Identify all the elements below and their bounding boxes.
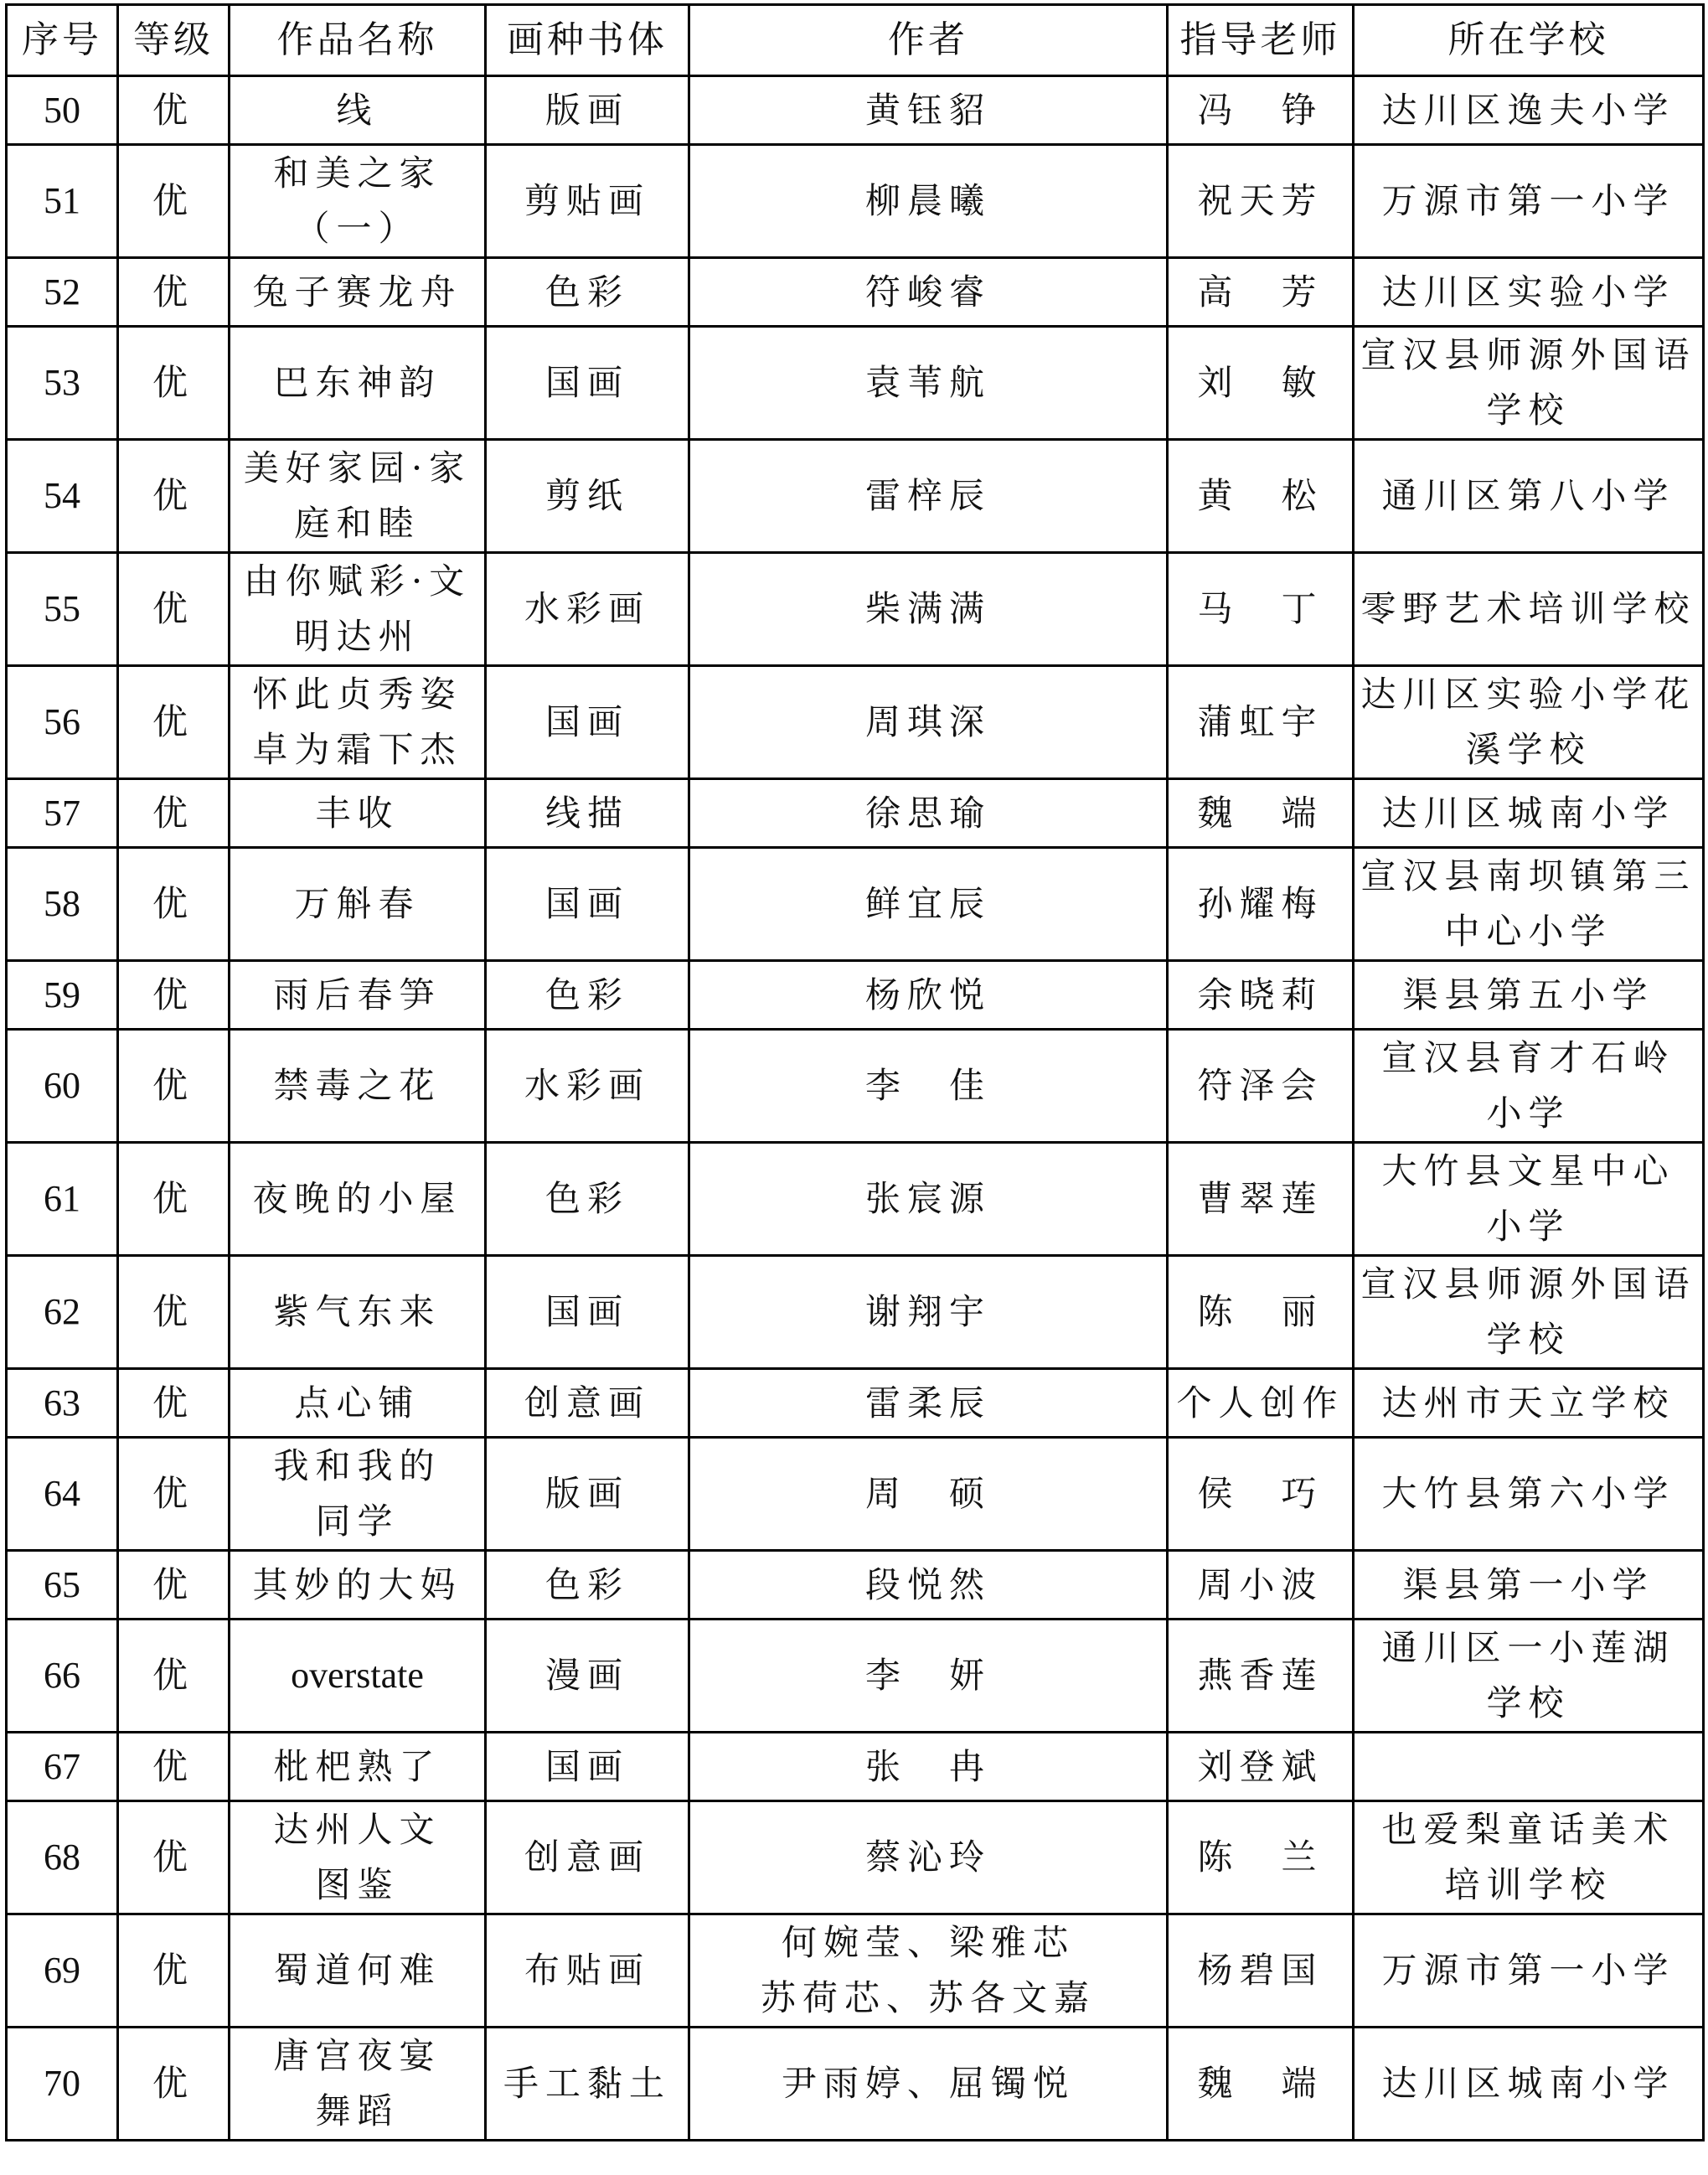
cell-school-line: 大竹县文星中心 xyxy=(1381,1150,1675,1191)
cell-school-line: 小学 xyxy=(1486,1206,1571,1247)
cell-title xyxy=(230,1914,486,2028)
cell-school xyxy=(1354,961,1704,1030)
cell-school xyxy=(1354,258,1704,327)
cell-medium: 剪贴画 xyxy=(486,145,689,258)
cell-number: 61 xyxy=(7,1143,118,1256)
cell-title xyxy=(230,1256,486,1369)
cell-author xyxy=(689,258,1168,327)
table-row xyxy=(7,1551,1704,1620)
cell-school xyxy=(1354,1914,1704,2028)
cell-school xyxy=(1354,848,1704,961)
cell-school-line: 学校 xyxy=(1486,1319,1571,1360)
cell-number: 63 xyxy=(7,1369,118,1438)
cell-teacher: 冯 铮 xyxy=(1168,76,1354,145)
cell-title xyxy=(230,779,486,848)
cell-grade: 优 xyxy=(118,145,230,258)
cell-title xyxy=(230,848,486,961)
cell-author xyxy=(689,1030,1168,1143)
cell-author-line: 柴满满 xyxy=(864,588,991,629)
cell-teacher: 祝天芳 xyxy=(1168,145,1354,258)
cell-school xyxy=(1354,1551,1704,1620)
cell-school-line: 大竹县第六小学 xyxy=(1381,1473,1675,1514)
cell-school-line: 宣汉县师源外国语 xyxy=(1360,1263,1696,1304)
cell-title xyxy=(230,145,486,258)
cell-school xyxy=(1354,2028,1704,2141)
cell-teacher: 魏 端 xyxy=(1168,2028,1354,2141)
header-teacher: 指导老师 xyxy=(1168,5,1354,76)
cell-title xyxy=(230,1369,486,1438)
cell-author xyxy=(689,440,1168,553)
cell-title xyxy=(230,1030,486,1143)
cell-teacher: 魏 端 xyxy=(1168,779,1354,848)
cell-title-line: 唐宫夜宴 xyxy=(273,2035,441,2076)
cell-author xyxy=(689,779,1168,848)
cell-title-line: （一） xyxy=(294,208,421,249)
cell-author xyxy=(689,848,1168,961)
cell-grade: 优 xyxy=(118,961,230,1030)
cell-school-line: 达川区实验小学花 xyxy=(1360,674,1696,715)
cell-author xyxy=(689,553,1168,666)
cell-medium: 手工黏土 xyxy=(486,2028,689,2141)
cell-author xyxy=(689,1256,1168,1369)
table-row xyxy=(7,666,1704,779)
cell-medium: 剪纸 xyxy=(486,440,689,553)
table-row xyxy=(7,848,1704,961)
table-row xyxy=(7,779,1704,848)
cell-title xyxy=(230,440,486,553)
cell-author xyxy=(689,327,1168,440)
cell-number: 56 xyxy=(7,666,118,779)
cell-title-line: 图鉴 xyxy=(315,1864,400,1905)
cell-medium: 国画 xyxy=(486,1256,689,1369)
cell-medium: 国画 xyxy=(486,327,689,440)
cell-title-line: 兔子赛龙舟 xyxy=(252,271,462,313)
table-row xyxy=(7,1914,1704,2028)
cell-title-line: 和美之家 xyxy=(273,152,441,194)
cell-title-line: 怀此贞秀姿 xyxy=(252,674,462,715)
cell-school-line: 中心小学 xyxy=(1444,911,1613,952)
cell-author xyxy=(689,1733,1168,1801)
cell-author-line: 张宸源 xyxy=(864,1178,991,1219)
table-row xyxy=(7,76,1704,145)
cell-title-line: 万斛春 xyxy=(294,883,421,924)
cell-title-line: 雨后春笋 xyxy=(273,974,441,1015)
cell-grade: 优 xyxy=(118,327,230,440)
cell-author-line: 谢翔宇 xyxy=(864,1291,991,1332)
cell-school-line: 达川区城南小学 xyxy=(1381,2063,1675,2104)
cell-number: 64 xyxy=(7,1438,118,1551)
cell-author xyxy=(689,666,1168,779)
cell-teacher: 刘登斌 xyxy=(1168,1733,1354,1801)
cell-title xyxy=(230,327,486,440)
cell-school xyxy=(1354,666,1704,779)
cell-number: 58 xyxy=(7,848,118,961)
header-title: 作品名称 xyxy=(230,5,486,76)
cell-teacher: 周小波 xyxy=(1168,1551,1354,1620)
cell-number: 51 xyxy=(7,145,118,258)
cell-school-line: 达州市天立学校 xyxy=(1381,1382,1675,1423)
table-row xyxy=(7,145,1704,258)
table-row xyxy=(7,1256,1704,1369)
cell-medium: 布贴画 xyxy=(486,1914,689,2028)
cell-teacher: 孙耀梅 xyxy=(1168,848,1354,961)
header-medium: 画种书体 xyxy=(486,5,689,76)
cell-medium: 创意画 xyxy=(486,1369,689,1438)
cell-title-line: 丰收 xyxy=(315,792,400,834)
header-number: 序号 xyxy=(7,5,118,76)
cell-grade: 优 xyxy=(118,779,230,848)
cell-author-line: 蔡沁玲 xyxy=(864,1837,991,1878)
cell-grade: 优 xyxy=(118,666,230,779)
cell-school-line: 宣汉县师源外国语 xyxy=(1360,334,1696,375)
cell-grade: 优 xyxy=(118,76,230,145)
cell-author-line: 袁苇航 xyxy=(864,362,991,403)
cell-school xyxy=(1354,1143,1704,1256)
cell-title-line: 舞蹈 xyxy=(315,2090,400,2131)
cell-title-line: 明达州 xyxy=(294,616,421,657)
cell-author-line: 杨欣悦 xyxy=(864,974,991,1015)
cell-teacher: 杨碧国 xyxy=(1168,1914,1354,2028)
cell-number: 66 xyxy=(7,1620,118,1733)
cell-author-line: 柳晨曦 xyxy=(864,180,991,221)
cell-author xyxy=(689,1143,1168,1256)
cell-medium: 色彩 xyxy=(486,1551,689,1620)
cell-medium: 国画 xyxy=(486,666,689,779)
cell-teacher: 曹翠莲 xyxy=(1168,1143,1354,1256)
cell-title-line: 同学 xyxy=(315,1501,400,1542)
cell-title-line: 达州人文 xyxy=(273,1809,441,1850)
cell-author-line: 段悦然 xyxy=(864,1563,991,1605)
cell-school xyxy=(1354,145,1704,258)
cell-title-line: 禁毒之花 xyxy=(273,1065,441,1106)
cell-author xyxy=(689,1620,1168,1733)
cell-school-line: 万源市第一小学 xyxy=(1381,1950,1675,1991)
cell-title-line: 巴东神韵 xyxy=(273,362,441,403)
cell-school xyxy=(1354,1801,1704,1914)
cell-author xyxy=(689,2028,1168,2141)
cell-title xyxy=(230,1438,486,1551)
cell-title xyxy=(230,76,486,145)
cell-title-line: 由你赋彩·文 xyxy=(243,561,472,602)
cell-title xyxy=(230,2028,486,2141)
cell-title-line: 其妙的大妈 xyxy=(252,1563,462,1605)
cell-number: 67 xyxy=(7,1733,118,1801)
table-row xyxy=(7,327,1704,440)
table-row xyxy=(7,553,1704,666)
cell-medium: 版画 xyxy=(486,1438,689,1551)
cell-author-line: 李 佳 xyxy=(864,1065,991,1106)
cell-title-line: overstate xyxy=(291,1655,424,1696)
cell-number: 62 xyxy=(7,1256,118,1369)
cell-grade: 优 xyxy=(118,1914,230,2028)
table-row xyxy=(7,440,1704,553)
cell-school-line: 小学 xyxy=(1486,1093,1571,1134)
cell-school xyxy=(1354,76,1704,145)
cell-teacher: 燕香莲 xyxy=(1168,1620,1354,1733)
header-grade: 等级 xyxy=(118,5,230,76)
cell-author-line: 符峻睿 xyxy=(864,271,991,313)
cell-title xyxy=(230,1620,486,1733)
table-body xyxy=(7,76,1704,2141)
table-row xyxy=(7,1733,1704,1801)
cell-title-line: 蜀道何难 xyxy=(273,1950,441,1991)
cell-author xyxy=(689,1801,1168,1914)
table-row xyxy=(7,1438,1704,1551)
cell-medium: 创意画 xyxy=(486,1801,689,1914)
cell-school xyxy=(1354,1256,1704,1369)
cell-medium: 色彩 xyxy=(486,258,689,327)
cell-grade: 优 xyxy=(118,1030,230,1143)
cell-title-line: 夜晚的小屋 xyxy=(252,1178,462,1219)
cell-school-line: 也爱梨童话美术 xyxy=(1381,1809,1675,1850)
cell-title-line: 紫气东来 xyxy=(273,1291,441,1332)
cell-author-line: 黄钰貂 xyxy=(864,89,991,131)
table-row xyxy=(7,1801,1704,1914)
cell-title-line: 点心铺 xyxy=(294,1382,421,1423)
cell-school-line: 达川区实验小学 xyxy=(1381,271,1675,313)
cell-title-line: 卓为霜下杰 xyxy=(252,729,462,770)
cell-teacher: 余晓莉 xyxy=(1168,961,1354,1030)
cell-title-line: 枇杷熟了 xyxy=(273,1745,441,1787)
cell-school-line: 达川区城南小学 xyxy=(1381,792,1675,834)
cell-teacher: 陈 丽 xyxy=(1168,1256,1354,1369)
cell-school-line: 宣汉县南坝镇第三 xyxy=(1360,855,1696,896)
cell-author-line: 张 冉 xyxy=(864,1745,991,1787)
cell-medium: 色彩 xyxy=(486,1143,689,1256)
cell-medium: 水彩画 xyxy=(486,553,689,666)
cell-grade: 优 xyxy=(118,440,230,553)
cell-school-line: 达川区逸夫小学 xyxy=(1381,89,1675,131)
table-row xyxy=(7,1620,1704,1733)
cell-school-line: 培训学校 xyxy=(1444,1864,1613,1905)
cell-title-line: 美好家园·家 xyxy=(243,447,472,488)
table-row xyxy=(7,1369,1704,1438)
cell-grade: 优 xyxy=(118,1551,230,1620)
cell-title xyxy=(230,1143,486,1256)
cell-teacher: 刘 敏 xyxy=(1168,327,1354,440)
cell-school-line: 万源市第一小学 xyxy=(1381,180,1675,221)
cell-school xyxy=(1354,1733,1704,1801)
cell-title xyxy=(230,1801,486,1914)
cell-title-line: 我和我的 xyxy=(273,1445,441,1486)
cell-author-line: 李 妍 xyxy=(864,1655,991,1696)
table-row xyxy=(7,1030,1704,1143)
cell-number: 59 xyxy=(7,961,118,1030)
cell-title xyxy=(230,1733,486,1801)
cell-number: 68 xyxy=(7,1801,118,1914)
cell-title-line: 庭和睦 xyxy=(294,503,421,544)
cell-medium: 国画 xyxy=(486,1733,689,1801)
cell-author xyxy=(689,1914,1168,2028)
cell-number: 50 xyxy=(7,76,118,145)
cell-author-line: 鲜宜辰 xyxy=(864,883,991,924)
cell-number: 60 xyxy=(7,1030,118,1143)
cell-school xyxy=(1354,779,1704,848)
cell-school-line: 通川区第八小学 xyxy=(1381,475,1675,516)
cell-title xyxy=(230,961,486,1030)
cell-author-line: 周琪深 xyxy=(864,701,991,742)
cell-number: 52 xyxy=(7,258,118,327)
cell-school xyxy=(1354,553,1704,666)
cell-grade: 优 xyxy=(118,258,230,327)
cell-medium: 版画 xyxy=(486,76,689,145)
cell-author-line: 周 硕 xyxy=(864,1473,991,1514)
cell-school xyxy=(1354,1438,1704,1551)
cell-author-line: 徐思瑜 xyxy=(864,792,991,834)
cell-school-line: 通川区一小莲湖 xyxy=(1381,1627,1675,1668)
cell-author xyxy=(689,1369,1168,1438)
cell-school-line: 学校 xyxy=(1486,390,1571,431)
cell-author-line: 雷梓辰 xyxy=(864,475,991,516)
cell-medium: 色彩 xyxy=(486,961,689,1030)
cell-author xyxy=(689,961,1168,1030)
cell-teacher: 符泽会 xyxy=(1168,1030,1354,1143)
cell-author-line: 雷柔辰 xyxy=(864,1382,991,1423)
cell-grade: 优 xyxy=(118,553,230,666)
cell-title xyxy=(230,553,486,666)
cell-teacher: 陈 兰 xyxy=(1168,1801,1354,1914)
table-row xyxy=(7,2028,1704,2141)
cell-grade: 优 xyxy=(118,1801,230,1914)
cell-number: 53 xyxy=(7,327,118,440)
cell-number: 65 xyxy=(7,1551,118,1620)
cell-school xyxy=(1354,327,1704,440)
cell-teacher: 马 丁 xyxy=(1168,553,1354,666)
cell-grade: 优 xyxy=(118,1256,230,1369)
cell-number: 54 xyxy=(7,440,118,553)
cell-number: 70 xyxy=(7,2028,118,2141)
cell-school xyxy=(1354,1369,1704,1438)
cell-grade: 优 xyxy=(118,1620,230,1733)
cell-author-line: 苏荷芯、苏各文嘉 xyxy=(760,1977,1096,2018)
header-author: 作者 xyxy=(689,5,1168,76)
cell-author xyxy=(689,145,1168,258)
cell-school xyxy=(1354,1620,1704,1733)
cell-school-line: 渠县第一小学 xyxy=(1402,1563,1654,1605)
cell-teacher: 侯 巧 xyxy=(1168,1438,1354,1551)
cell-medium: 线描 xyxy=(486,779,689,848)
cell-teacher: 高 芳 xyxy=(1168,258,1354,327)
header-row xyxy=(7,5,1704,76)
table-row xyxy=(7,961,1704,1030)
cell-title xyxy=(230,258,486,327)
cell-number: 57 xyxy=(7,779,118,848)
cell-grade: 优 xyxy=(118,2028,230,2141)
cell-medium: 漫画 xyxy=(486,1620,689,1733)
cell-medium: 国画 xyxy=(486,848,689,961)
cell-school-line: 学校 xyxy=(1486,1682,1571,1723)
table-row xyxy=(7,258,1704,327)
cell-teacher: 个人创作 xyxy=(1168,1369,1354,1438)
cell-school-line: 渠县第五小学 xyxy=(1402,974,1654,1015)
cell-author-line: 何婉莹、梁雅芯 xyxy=(781,1922,1075,1963)
cell-grade: 优 xyxy=(118,1369,230,1438)
cell-author xyxy=(689,1551,1168,1620)
cell-number: 69 xyxy=(7,1914,118,2028)
cell-author-line: 尹雨婷、屈镯悦 xyxy=(781,2063,1075,2104)
cell-grade: 优 xyxy=(118,848,230,961)
cell-school xyxy=(1354,440,1704,553)
cell-teacher: 蒲虹宇 xyxy=(1168,666,1354,779)
awards-table xyxy=(5,3,1705,2141)
cell-author xyxy=(689,1438,1168,1551)
cell-title xyxy=(230,666,486,779)
cell-grade: 优 xyxy=(118,1733,230,1801)
cell-medium: 水彩画 xyxy=(486,1030,689,1143)
cell-title-line: 线 xyxy=(336,89,379,131)
cell-grade: 优 xyxy=(118,1143,230,1256)
cell-author xyxy=(689,76,1168,145)
cell-school-line: 零野艺术培训学校 xyxy=(1360,588,1696,629)
header-school: 所在学校 xyxy=(1354,5,1704,76)
cell-school-line: 宣汉县育才石岭 xyxy=(1381,1037,1675,1078)
cell-number: 55 xyxy=(7,553,118,666)
cell-school xyxy=(1354,1030,1704,1143)
cell-school-line: 溪学校 xyxy=(1465,729,1592,770)
cell-title xyxy=(230,1551,486,1620)
cell-teacher: 黄 松 xyxy=(1168,440,1354,553)
cell-grade: 优 xyxy=(118,1438,230,1551)
table-row xyxy=(7,1143,1704,1256)
